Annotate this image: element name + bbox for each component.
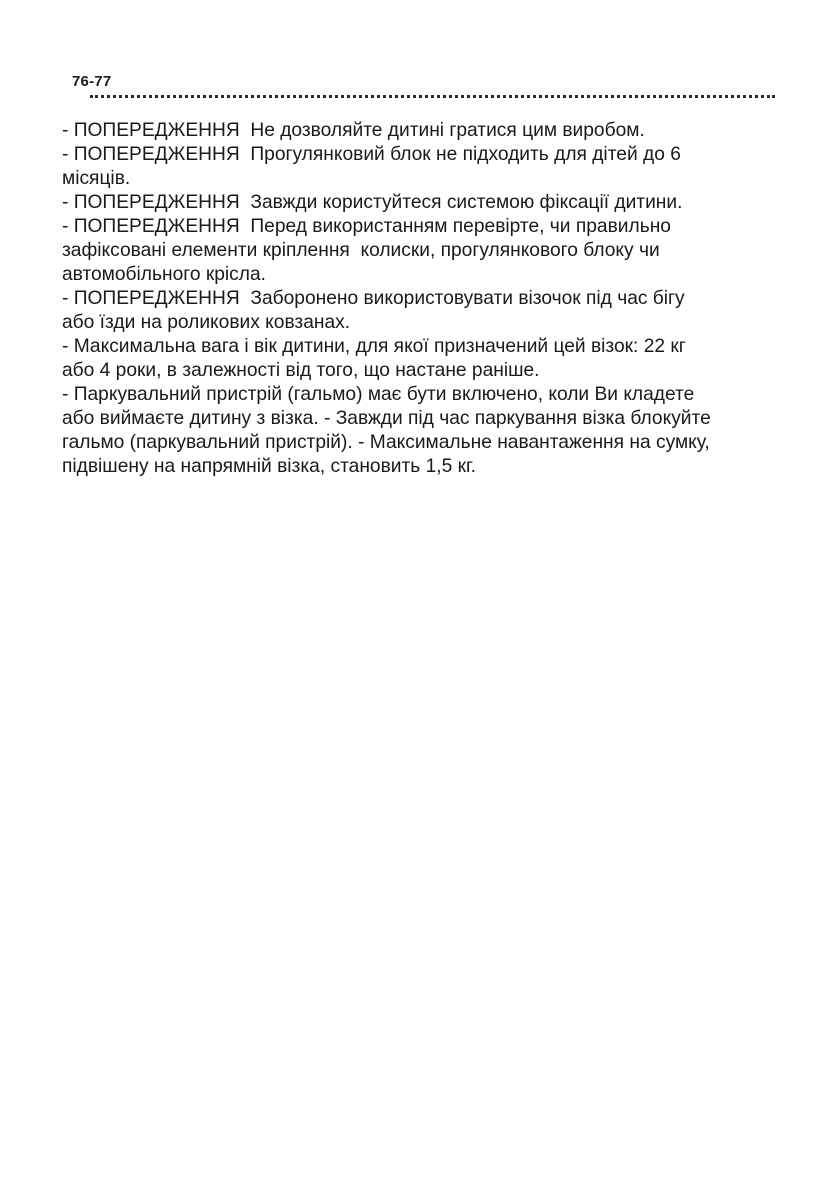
- text-line: або 4 роки, в залежності від того, що настане раніше.: [62, 360, 540, 381]
- page-number: 76-77: [72, 73, 112, 90]
- text-line: - Максимальна вага і вік дитини, для якої призначений цей візок: 22 кг: [62, 336, 686, 357]
- text-line: або їзди на роликових ковзанах.: [62, 312, 351, 333]
- text-line: або виймаєте дитину з візка. - Завжди під час паркування візка блокуйте: [62, 408, 711, 429]
- text-line: - Паркувальний пристрій (гальмо) має бути включено, коли Ви кладете: [62, 384, 695, 405]
- text-line: місяців.: [62, 168, 131, 189]
- warnings-text-block: [62, 119, 792, 479]
- dotted-divider: [90, 95, 775, 98]
- text-line: автомобільного крісла.: [62, 264, 266, 285]
- text-line: - ПОПЕРЕДЖЕННЯ Заборонено використовувати візочок під час бігу: [62, 288, 685, 309]
- text-line: гальмо (паркувальний пристрій). - Максимальне навантаження на сумку,: [62, 432, 710, 453]
- text-line: зафіксовані елементи кріплення колиски, прогулянкового блоку чи: [62, 240, 660, 261]
- text-line: - ПОПЕРЕДЖЕННЯ Завжди користуйтеся системою фіксації дитини.: [62, 192, 683, 213]
- text-line: - ПОПЕРЕДЖЕННЯ Не дозволяйте дитині гратися цим виробом.: [62, 120, 645, 141]
- text-line: - ПОПЕРЕДЖЕННЯ Прогулянковий блок не підходить для дітей до 6: [62, 144, 681, 165]
- text-line: - ПОПЕРЕДЖЕННЯ Перед використанням перевірте, чи правильно: [62, 216, 671, 237]
- text-line: підвішену на напрямній візка, становить 1,5 кг.: [62, 456, 477, 477]
